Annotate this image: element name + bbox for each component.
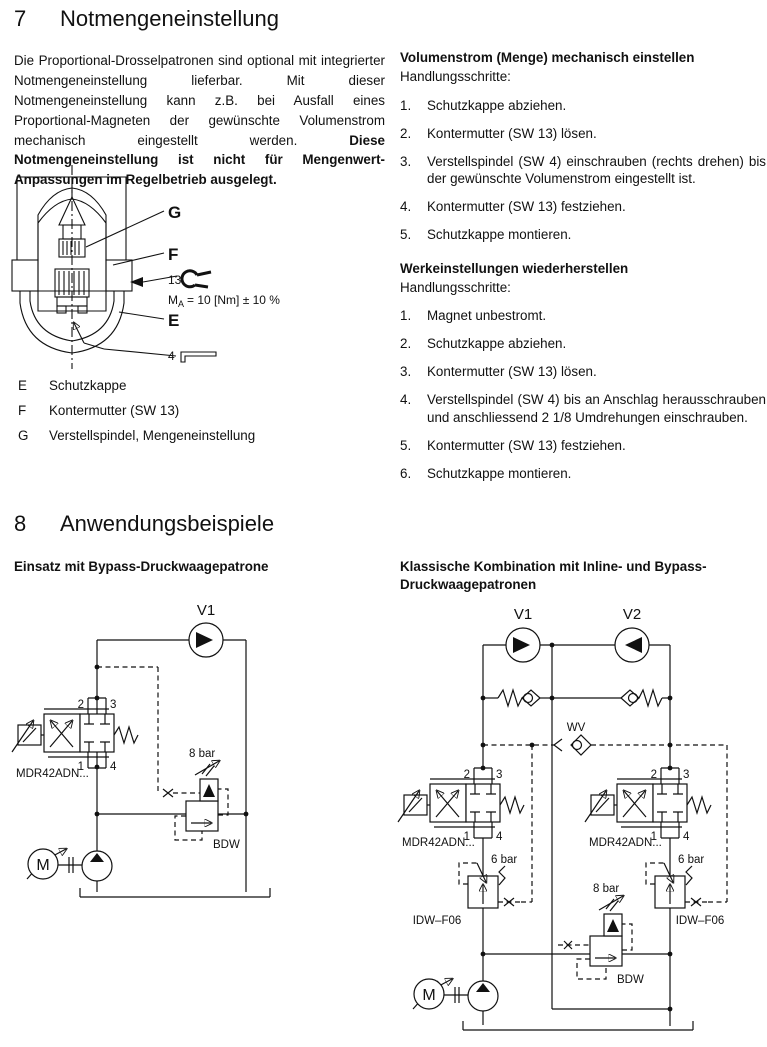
allen-leader-2 xyxy=(84,343,104,349)
valve-label: MDR42ADN... xyxy=(402,837,475,849)
label-e: E xyxy=(168,311,180,330)
figure-legend xyxy=(18,378,378,453)
right-diagram-caption: Klassische Kombination mit Inline- und Bypass-Druckwaagepatronen xyxy=(400,559,707,592)
allen-leader xyxy=(104,349,176,356)
tank-symbol xyxy=(463,1021,693,1030)
torque-label: $M_A = 10$ [Nm] ± 10 % xyxy=(168,293,280,309)
step-item: 3. Verstellspindel (SW 4) einschrauben (rechts drehen) bis der gewünschte Volumenstrom eingestellt ist. xyxy=(400,153,766,186)
procedure-block-1 xyxy=(400,48,766,244)
check-valve-left xyxy=(483,690,552,706)
orifice-symbol xyxy=(163,789,173,797)
intro-bold-text: Diese Notmengeneinstellung ist nicht für Mengenwert-Anpassungen im Regelbetrieb ausgelegt. xyxy=(14,132,385,188)
leader-f xyxy=(113,253,164,265)
wrench-size-label: 13 xyxy=(168,273,182,287)
valve-label: MDR42ADN... xyxy=(589,837,662,849)
legend-row xyxy=(18,428,378,443)
section-8-number: 8 xyxy=(14,511,27,536)
legend-key: G xyxy=(18,428,29,443)
intro-normal-text: Die Proportional-Drosselpatronen sind optional mit integrierter Notmengeneinstellung lieferbar. Mit dieser Notmengeneinstellung kann z.B. bei Ausfall eines Proportional-Magneten der gewünschte Volumenstrom mechanisch eingestellt werden. xyxy=(14,53,385,148)
step-item: 2. Kontermutter (SW 13) lösen. xyxy=(400,125,597,141)
step-item: 1. Magnet unbestromt. xyxy=(400,308,547,323)
motor-v1-label: V1 xyxy=(513,606,533,623)
legend-row xyxy=(18,403,378,418)
section-7-number: 7 xyxy=(14,6,27,31)
procedures-column xyxy=(400,48,766,482)
section-7-title: Notmengeneinstellung xyxy=(60,6,279,31)
legend-value: Kontermutter (SW 13) xyxy=(49,403,180,418)
procedure-heading: Volumenstrom (Menge) mechanisch einstellen xyxy=(400,50,695,65)
shuttle-valve-label: WV xyxy=(566,722,586,734)
motor-v1-symbol xyxy=(506,628,540,662)
step-item: 5. Kontermutter (SW 13) festziehen. xyxy=(400,437,626,453)
tank-symbol xyxy=(80,888,270,897)
procedure-block-2 xyxy=(400,259,766,483)
legend-value: Verstellspindel, Mengeneinstellung xyxy=(49,428,256,443)
circuit-diagram-left: 3 4 6 bar 8 bar BDW V1 MDR42ADN... xyxy=(0,593,380,923)
motor-v2-label: V2 xyxy=(622,606,642,623)
step-item: 6. Schutzkappe montieren. xyxy=(400,465,572,481)
legend-value: Schutzkappe xyxy=(49,378,127,393)
step-item: 4. Kontermutter (SW 13) festziehen. xyxy=(400,199,626,214)
leader-g xyxy=(86,211,164,247)
shuttle-valve-wv xyxy=(554,735,591,755)
left-diagram-caption: Einsatz mit Bypass-Druckwaagepatrone xyxy=(14,559,269,574)
allen-size-label: 4 xyxy=(168,349,175,363)
step-item: 4. Verstellspindel (SW 4) bis an Anschlag herausschrauben und anschliessend 2 1/8 Umdrehungen einschrauben. xyxy=(400,392,766,425)
procedure-subheading: Handlungsschritte: xyxy=(400,279,511,295)
procedure-subheading: Handlungsschritte: xyxy=(400,69,511,84)
step-item: 2. Schutzkappe abziehen. xyxy=(400,336,567,351)
legend-key: F xyxy=(18,403,27,418)
cross-section-figure xyxy=(0,163,380,375)
pressure-line xyxy=(97,640,246,892)
label-f: F xyxy=(168,245,179,264)
check-valve-right xyxy=(552,690,670,706)
motor-v1-symbol xyxy=(189,623,223,657)
wrench-icon xyxy=(182,271,211,287)
compensator-label: IDW–F06 xyxy=(675,915,725,927)
label-g: G xyxy=(168,203,182,222)
section-8-title: Anwendungsbeispiele xyxy=(60,511,275,536)
section-8-heading xyxy=(14,511,274,537)
step-item: 1. Schutzkappe abziehen. xyxy=(400,97,567,113)
motor-v2-symbol xyxy=(615,628,649,662)
procedure-heading: Werkeinstellungen wiederherstellen xyxy=(400,260,629,276)
section-7-heading xyxy=(14,6,279,32)
compensator-label: IDW–F06 xyxy=(412,915,462,927)
valve-label: MDR42ADN... xyxy=(16,768,89,780)
leader-e xyxy=(119,312,164,319)
circuit-diagram-right xyxy=(390,593,767,1047)
legend-key: E xyxy=(18,378,27,393)
step-item: 5. Schutzkappe montieren. xyxy=(400,227,572,242)
legend-row xyxy=(18,378,378,393)
motor-v1-label: V1 xyxy=(196,602,216,619)
allen-key-icon xyxy=(181,352,216,362)
step-item: 3. Kontermutter (SW 13) lösen. xyxy=(400,364,597,379)
